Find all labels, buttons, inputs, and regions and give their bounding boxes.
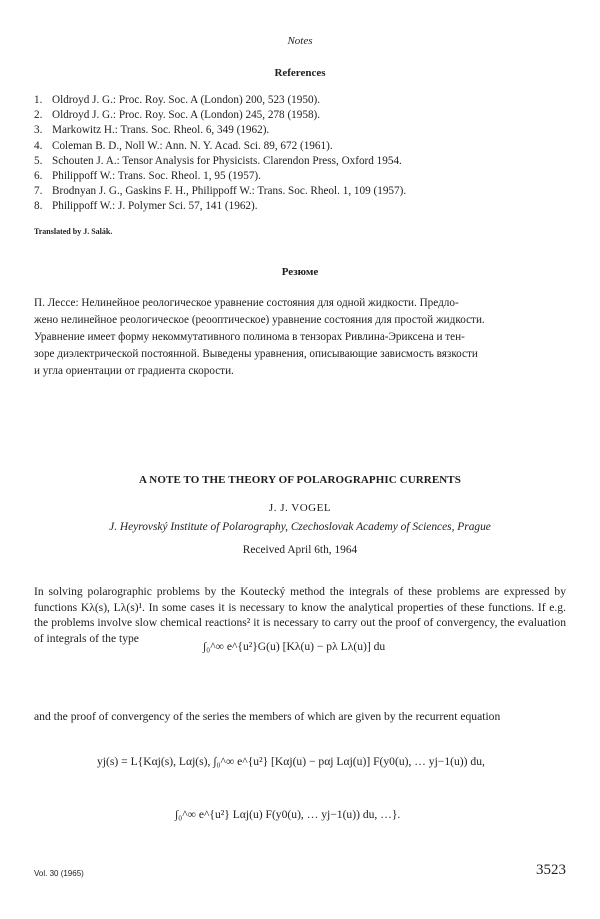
reference-item: [34, 199, 574, 214]
references-heading: References: [274, 67, 326, 79]
reference-number: 7.: [34, 185, 43, 198]
reference-number: 1.: [34, 94, 43, 106]
resume-line: Уравнение имеет форму некоммутативного полинома в тензорах Ривлина-Эриксена и тен-: [34, 331, 465, 343]
reference-number: 6.: [34, 170, 43, 183]
reference-number: 8.: [34, 200, 43, 213]
reference-number: 4.: [34, 139, 43, 152]
reference-text: Schouten J. A.: Tensor Analysis for Physicists. Clarendon Press, Oxford 1954.: [52, 154, 402, 167]
reference-item: [34, 169, 574, 184]
article-title: A NOTE TO THE THEORY OF POLAROGRAPHIC CURRENTS: [139, 474, 461, 486]
reference-item: [34, 123, 574, 138]
reference-text: Philippoff W.: J. Polymer Sci. 57, 141 (1962).: [52, 200, 258, 213]
reference-text: Brodnyan J. G., Gaskins F. H., Philippoff W.: Trans. Soc. Rheol. 1, 109 (1957).: [52, 185, 407, 198]
integral-equation-1: ∫₀^∞ e^{u²}G(u) [Kλ(u) − pλ Lλ(u)] du: [203, 640, 386, 653]
article-affiliation: J. Heyrovský Institute of Polarography, Czechoslovak Academy of Sciences, Prague: [109, 521, 491, 533]
resume-line: жено нелинейное реологическое (реооптическое) уравнение состояния для простой жидкости.: [34, 314, 485, 326]
resume-line: зоре диэлектрической постоянной. Выведены уравнения, описывающие зависмость вязкости: [34, 348, 478, 360]
reference-list: [34, 93, 574, 215]
translator-note: Translated by J. Salák.: [34, 227, 113, 236]
recurrent-equation-line-2: ∫₀^∞ e^{u²} Lαj(u) F(y0(u), … yj−1(u)) du, …}.: [175, 808, 401, 821]
reference-item: [34, 139, 574, 154]
body-paragraph-1: In solving polarographic problems by the Koutecký method the integrals of these problems are expressed by functions Kλ(s), Lλ(s)¹. In some cases it is necessary to know the analytical properties of these functions. If e.g. the problems involve slow chemical reactions² it is necessary to carry out the proof of convergency, the evaluation of integrals of the type: [34, 585, 566, 645]
resume-line: П. Лессе: Нелинейное реологическое уравнение состояния для одной жидкости. Предло-: [34, 297, 459, 309]
reference-text: Oldroyd J. G.: Proc. Roy. Soc. A (London) 200, 523 (1950).: [52, 94, 321, 106]
reference-number: 2.: [34, 109, 43, 122]
article-author: J. J. VOGEL: [268, 502, 332, 514]
reference-item: [34, 154, 574, 169]
reference-number: 5.: [34, 154, 43, 167]
reference-number: 3.: [34, 124, 43, 137]
received-date: Received April 6th, 1964: [242, 544, 358, 556]
page-number: 3523: [536, 862, 566, 878]
reference-item: [34, 108, 574, 123]
body-paragraph-2: and the proof of convergency of the series the members of which are given by the recurrent equation: [34, 710, 501, 723]
volume-label: Vol. 30 (1965): [34, 869, 84, 878]
reference-text: Oldroyd J. G.: Proc. Roy. Soc. A (London) 245, 278 (1958).: [52, 109, 321, 122]
resume-paragraph: [34, 295, 566, 380]
resume-line: и угла ориентации от градиента скорости.: [34, 365, 234, 377]
resume-heading: Резюме: [281, 266, 319, 278]
running-head: Notes: [287, 35, 313, 47]
reference-text: Philippoff W.: Trans. Soc. Rheol. 1, 95 (1957).: [52, 170, 261, 183]
reference-text: Markowitz H.: Trans. Soc. Rheol. 6, 349 (1962).: [52, 124, 270, 137]
reference-item: [34, 93, 574, 108]
reference-item: [34, 184, 574, 199]
reference-text: Coleman B. D., Noll W.: Ann. N. Y. Acad. Sci. 89, 672 (1961).: [52, 139, 333, 152]
recurrent-equation-line-1: yj(s) = L{Kαj(s), Lαj(s), ∫₀^∞ e^{u²} [Kαj(u) − pαj Lαj(u)] F(y0(u), … yj−1(u)) du,: [97, 755, 485, 768]
